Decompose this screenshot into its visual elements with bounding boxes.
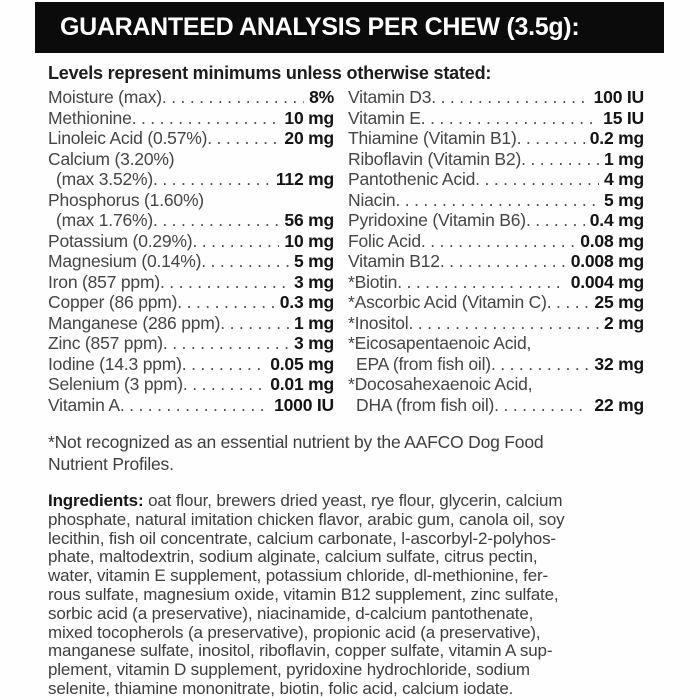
ingredients-line: phate, maltodextrin, sodium alginate, calcium sulfate, citrus pectin, [48,547,538,567]
nutrient-name: Iron (857 ppm) [48,271,160,292]
nutrient-value: 8% [309,87,334,107]
nutrient-value: 2 mg [603,312,644,333]
nutrient-name: EPA (from fish oil) [356,353,491,374]
ingredients-line: sorbic acid (a preservative), niacinamide, d-calcium pantothenate, [48,603,534,623]
dot-leader [408,313,598,334]
nutrient-row [348,333,644,354]
nutrient-row [348,190,644,211]
nutrient-name: *Docosahexaenoic Acid, [348,374,533,394]
nutrient-row [48,87,334,108]
ingredients-line: Ingredients: oat flour, brewers dried yeast, rye flour, glycerin, calcium [48,491,563,510]
nutrient-row [48,169,334,190]
nutrient-row [348,354,644,375]
nutrient-value: 0.05 mg [270,353,334,374]
ingredients-line: mixed tocopherols (a preservative), propionic acid (a preservative), [48,622,541,642]
section-title: GUARANTEED ANALYSIS PER CHEW (3.5g): [60,13,580,41]
nutrient-name: (max 3.52%) [56,169,153,189]
dot-leader [521,149,599,170]
ingredients-line: water, vitamin E supplement, potassium chloride, dl-methionine, fer- [48,566,549,586]
ingredients-line: plement, vitamin D supplement, pyridoxine hydrochloride, sodium [48,660,530,680]
nutrient-value: 22 mg [594,394,644,415]
ingredients-line: phosphate, natural imitation chicken flavor, arabic gum, canola oil, soy [48,509,565,529]
nutrient-name: (max 1.76%) [56,210,153,230]
dot-leader [207,128,279,149]
nutrient-row [348,87,644,108]
dot-leader [132,108,280,129]
nutrient-name: Zinc (857 ppm) [48,333,163,353]
nutrient-name: Selenium (3 ppm) [48,374,183,394]
nutrient-name: Copper (86 ppm) [48,292,178,312]
nutrient-name: Moisture (max) [48,87,162,107]
dot-leader [395,190,599,211]
dot-leader [440,251,566,272]
nutrient-table [48,87,644,415]
nutrient-value: 0.01 mg [270,374,334,394]
nutrient-row [48,292,334,313]
nutrient-row [348,292,644,313]
dot-leader [177,292,274,313]
nutrient-value: 1 mg [293,312,334,333]
nutrient-value: 0.08 mg [580,230,644,251]
section-header-bar [35,2,664,53]
nutrient-name: Vitamin D3 [348,87,432,107]
nutrient-row [48,395,334,416]
dot-leader [494,395,589,416]
nutrient-column-right [348,87,644,415]
dot-leader [163,333,289,354]
nutrient-row [48,149,334,170]
nutrient-value: 1 mg [603,148,644,169]
nutrient-value: 3 mg [293,271,334,292]
nutrient-name: Thiamine (Vitamin B1) [348,128,517,148]
nutrient-row [348,108,644,129]
dot-leader [162,87,304,108]
nutrient-name: Magnesium (0.14%) [48,251,202,271]
nutrient-name: Folic Acid [348,230,421,251]
nutrient-name: Pyridoxine (Vitamin B6) [348,210,526,230]
dot-leader [547,292,590,313]
nutrient-row [48,272,334,293]
nutrient-row [348,128,644,149]
nutrient-row [48,313,334,334]
dot-leader [192,231,279,252]
nutrient-name: Niacin [348,189,396,210]
nutrient-row [48,128,334,149]
dot-leader [421,231,575,252]
nutrient-name: *Inositol [348,312,409,333]
nutrient-row [48,190,334,211]
nutrient-name: Calcium (3.20%) [48,148,175,169]
dot-leader [475,169,599,190]
nutrient-row [48,210,334,231]
nutrient-row [348,210,644,231]
nutrient-name: Vitamin A [48,394,120,415]
dot-leader [153,210,279,231]
nutrient-value: 112 mg [275,169,334,189]
nutrient-value: 1000 IU [274,394,334,415]
ingredients-line: manganese sulfate, inositol, riboflavin, copper sulfate, vitamin A sup- [48,641,553,661]
dot-leader [183,374,265,395]
nutrient-row [348,374,644,395]
dot-leader [201,251,289,272]
dot-leader [153,169,271,190]
nutrient-value: 10 mg [284,107,334,128]
ingredients-paragraph [48,492,670,699]
nutrient-value: 4 mg [603,169,644,189]
footnote-line: *Not recognized as an essential nutrient by the AAFCO Dog Food [48,432,544,452]
nutrient-name: *Eicosapentaenoic Acid, [348,333,532,353]
ingredients-line: rous sulfate, magnesium oxide, vitamin B12 supplement, zinc sulfate, [48,584,559,604]
dot-leader [160,272,289,293]
dot-leader [120,395,269,416]
nutrient-value: 5 mg [293,251,334,271]
nutrient-row [348,251,644,272]
nutrient-column-left [48,87,334,415]
dot-leader [220,313,289,334]
nutrient-name: Phosphorus (1.60%) [48,189,204,210]
dot-leader [397,272,566,293]
nutrient-name: Potassium (0.29%) [48,230,193,251]
nutrient-value: 0.4 mg [589,210,644,230]
nutrient-value: 56 mg [284,210,334,230]
levels-note: Levels represent minimums unless otherwise stated: [48,63,492,83]
nutrient-name: *Ascorbic Acid (Vitamin C) [348,292,547,312]
dot-leader [517,128,585,149]
nutrient-name: Iodine (14.3 ppm) [48,353,182,374]
nutrient-value: 3 mg [293,333,334,353]
nutrient-value: 0.2 mg [589,128,644,148]
dot-leader [491,354,589,375]
nutrient-row [48,251,334,272]
dot-leader [421,108,598,129]
nutrient-value: 0.3 mg [279,292,334,312]
nutrient-value: 15 IU [603,107,644,128]
nutrient-row [48,333,334,354]
nutrient-value: 0.008 mg [570,251,644,271]
dot-leader [431,87,588,108]
nutrient-name: Linoleic Acid (0.57%) [48,128,208,148]
aafco-footnote [48,431,658,475]
nutrient-value: 20 mg [284,128,334,148]
nutrient-value: 100 IU [593,87,644,107]
ingredients-line: selenite, thiamine mononitrate, biotin, folic acid, calcium iodate. [48,678,514,698]
nutrient-name: *Biotin [348,271,398,292]
nutrient-row [348,169,644,190]
nutrient-row [48,354,334,375]
nutrient-row [348,272,644,293]
nutrient-name: Manganese (286 ppm) [48,312,221,333]
dot-leader [526,210,585,231]
nutrient-name: Riboflavin (Vitamin B2) [348,148,522,169]
nutrient-name: Vitamin E [348,107,421,128]
dot-leader [182,354,265,375]
nutrient-value: 0.004 mg [570,271,644,292]
ingredients-line: lecithin, fish oil concentrate, calcium carbonate, l-ascorbyl-2-polyhos- [48,528,556,548]
nutrient-value: 25 mg [594,292,644,312]
nutrient-row [348,313,644,334]
nutrient-row [48,231,334,252]
nutrient-row [48,374,334,395]
ingredients-label: Ingredients: [48,491,144,510]
nutrient-value: 10 mg [284,230,334,251]
nutrient-name: Vitamin B12 [348,251,440,271]
nutrient-name: DHA (from fish oil) [356,394,495,415]
footnote-line: Nutrient Profiles. [48,454,174,474]
nutrient-value: 5 mg [603,189,644,210]
nutrient-name: Pantothenic Acid [348,169,476,189]
nutrient-row [348,231,644,252]
nutrient-row [348,395,644,416]
nutrient-row [48,108,334,129]
nutrient-row [348,149,644,170]
nutrient-value: 32 mg [594,353,644,374]
nutrient-name: Methionine [48,107,132,128]
